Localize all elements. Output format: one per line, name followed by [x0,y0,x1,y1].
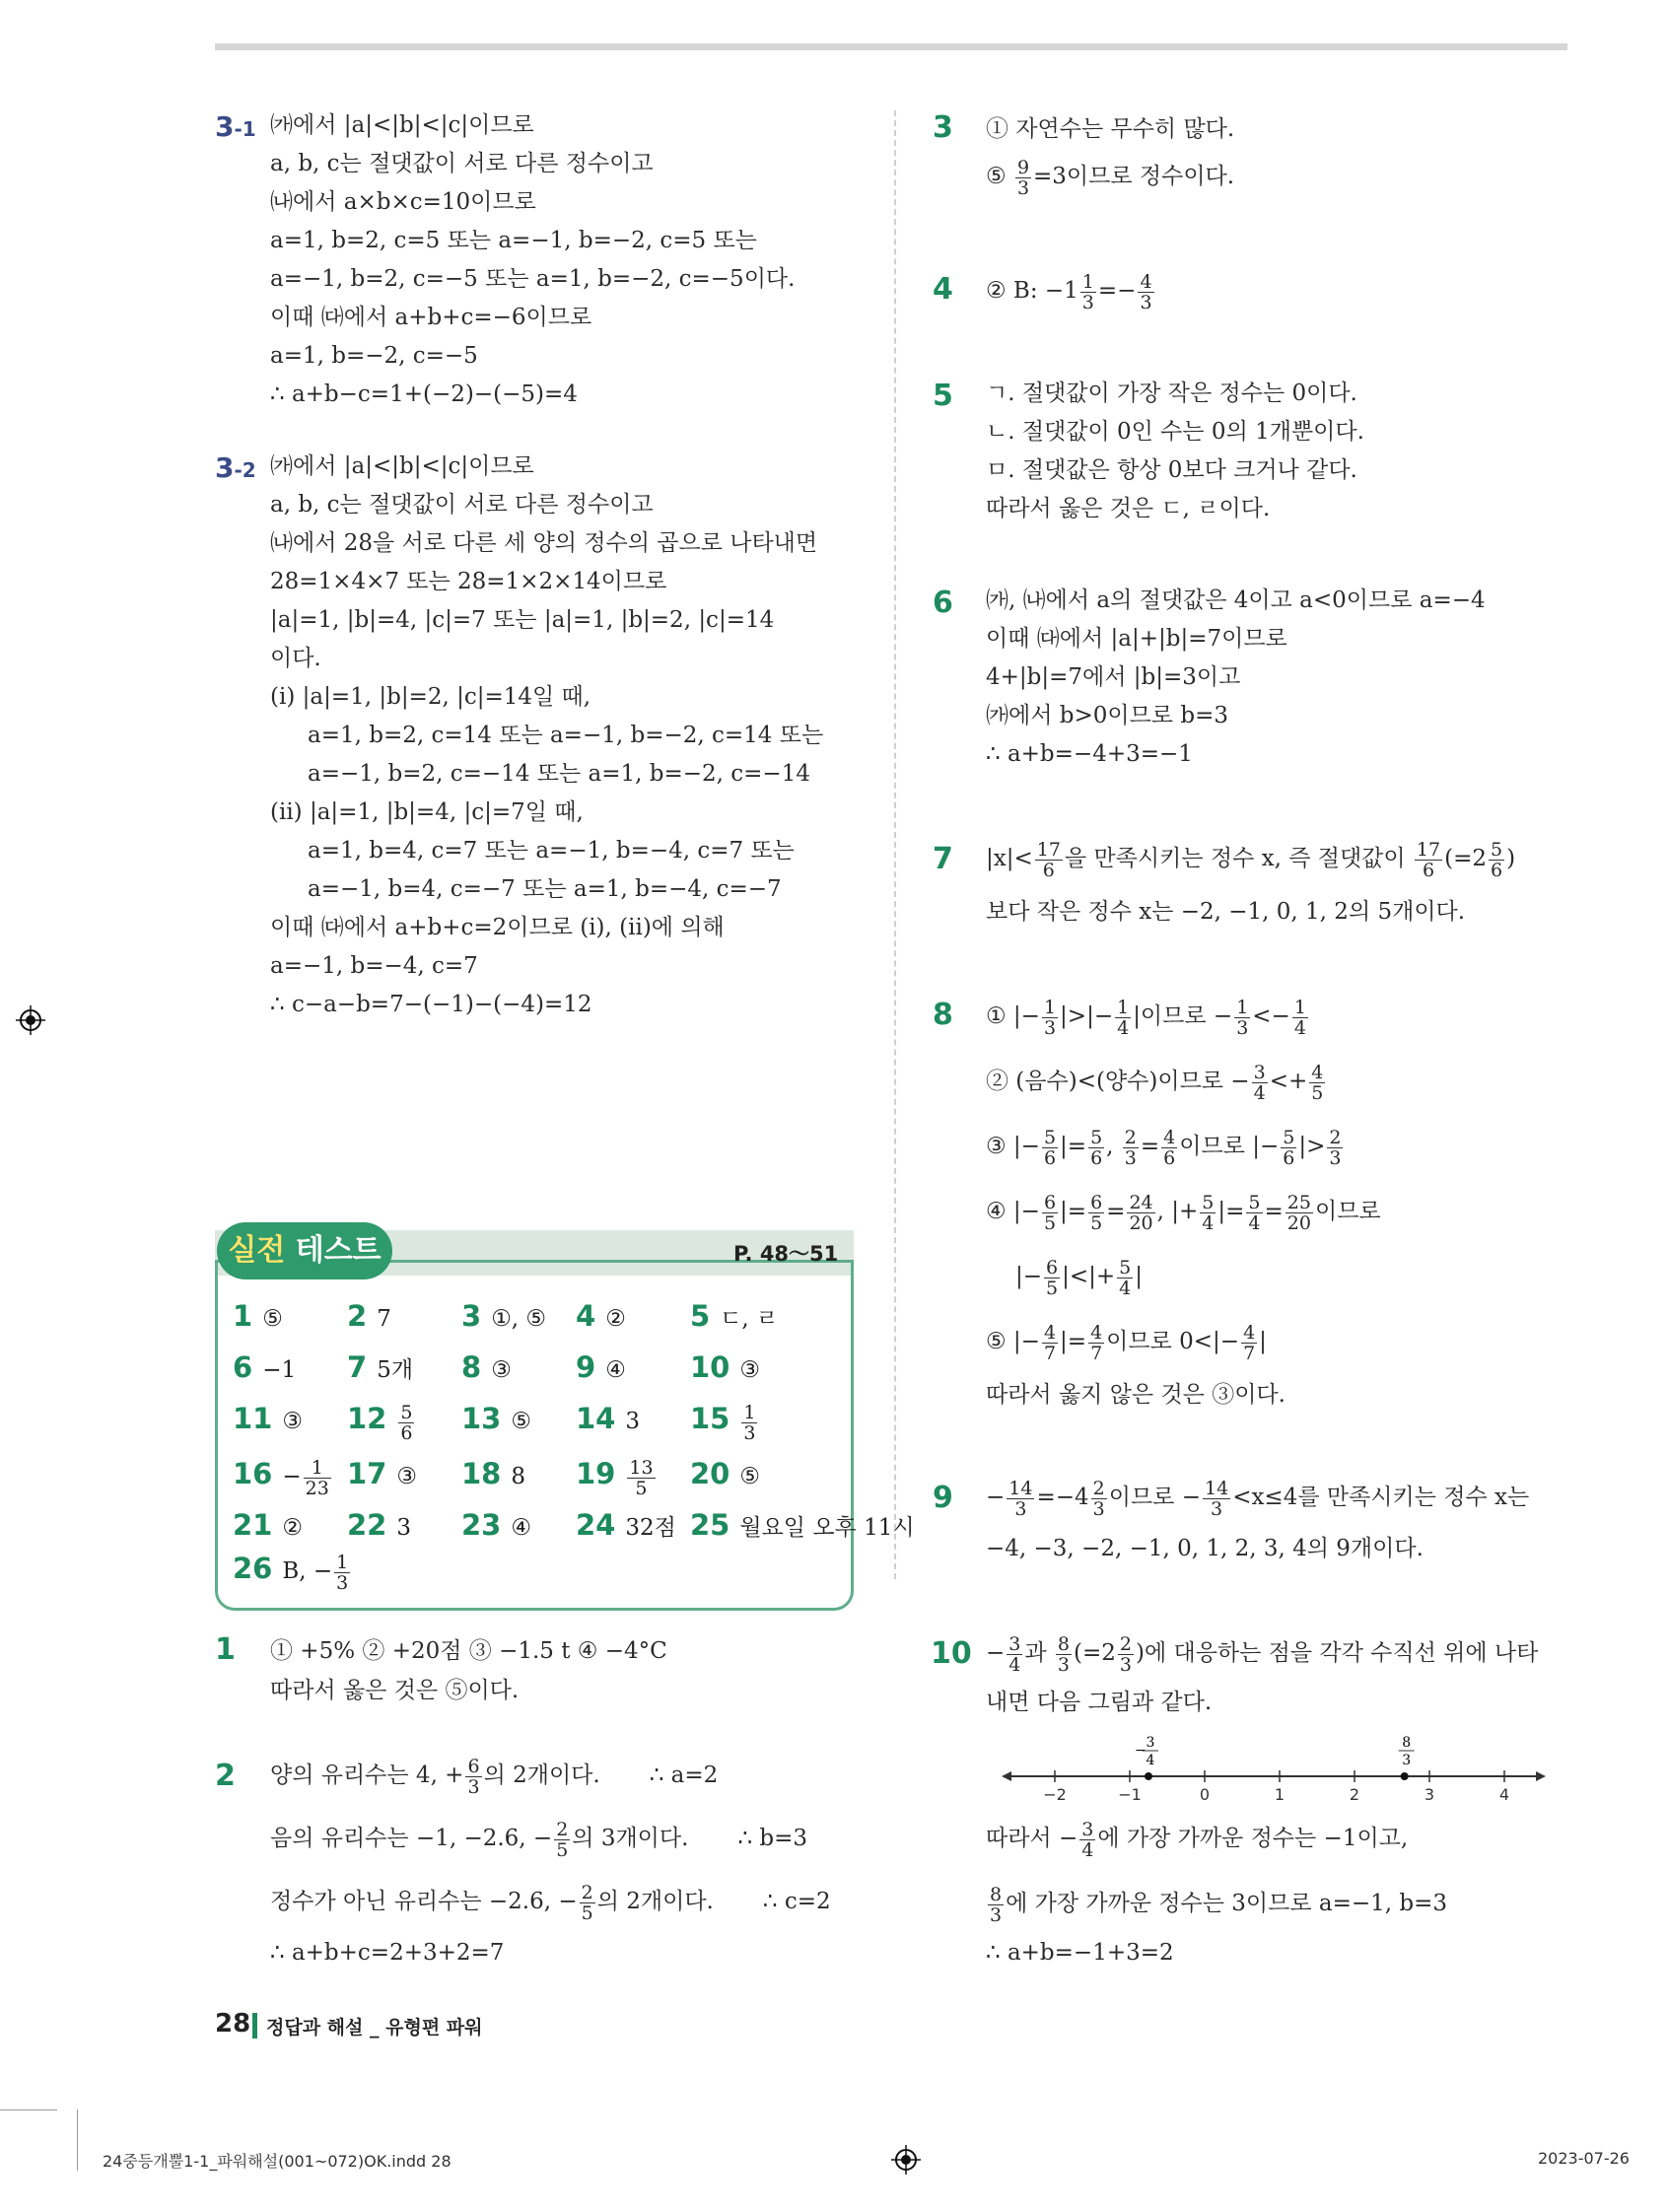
answer-value: B, − [282,1558,333,1584]
answer-item [347,1350,413,1384]
p32-line: a=−1, b=2, c=−14 또는 a=1, b=−2, c=−14 [308,761,810,787]
number-line-tick-label: 0 [1199,1785,1211,1804]
question-6-number: 6 [933,586,953,620]
registration-mark-icon [16,1005,45,1035]
answer-value: ①, ⑤ [491,1306,547,1332]
answer-item [690,1299,778,1333]
answer-value: 32점 [625,1515,676,1541]
answer-value: −1 [262,1357,297,1383]
answer-item [233,1508,303,1542]
number-line-tick-label: 4 [1498,1785,1510,1804]
p31-line: a, b, c는 절댓값이 서로 다른 정수이고 [270,151,654,176]
p32-line: ㈏에서 28을 서로 다른 세 양의 정수의 곱으로 나타내면 [270,530,818,556]
answer-number: 3 [461,1299,482,1333]
answer-value: ② [282,1515,303,1541]
q6-line: ∴ a+b=−4+3=−1 [986,741,1193,767]
footer-accent-bar [252,2013,257,2039]
number-line-point-denominator: 4 [1146,1753,1155,1768]
answer-number: 4 [576,1299,596,1333]
question-8-line-4: ④ |− $\frac{6}{5}$ |= $\frac{6}{5}$ = $\frac{24}{20}$ , |+ $\frac{5}{4}$ |= $\frac{5}{4}$ = $\frac{25}{20}$ 이므로 [986,1191,1381,1234]
q6-line: 이때 ㈐에서 |a|+|b|=7이므로 [986,626,1287,652]
answer-number: 17 [347,1457,387,1490]
answer-item [347,1299,391,1333]
column-divider [894,110,896,1579]
answer-fraction: $\frac{1}{3}$ [743,1401,756,1444]
answer-item [576,1508,676,1542]
question-9-line-1: − $\frac{14}{3}$ =−4 $\frac{2}{3}$ 이므로 − $\frac{14}{3}$ <x≤4를 만족시키는 정수 x는 [986,1477,1530,1520]
answer-number: 10 [690,1350,730,1384]
answer-item [233,1402,303,1435]
question-8-line-3: ③ |− $\frac{5}{6}$ |= $\frac{5}{6}$ , $\frac{2}{3}$ = $\frac{4}{6}$ 이므로 |− $\frac{5}{6}$ |> $\frac{2}{3}$ [986,1126,1342,1169]
number-line-point-denominator: 3 [1402,1753,1412,1768]
answer-item [576,1457,658,1498]
answer-number: 16 [233,1457,273,1490]
answer-item [461,1457,525,1490]
question-9-number: 9 [933,1481,953,1515]
answer-number: 20 [690,1457,730,1490]
answer-value: ⑤ [262,1306,283,1332]
p31-line: ∴ a+b−c=1+(−2)−(−5)=4 [270,381,578,407]
number-line-point [1401,1772,1409,1780]
number-line-point-numerator: 8 [1402,1735,1412,1751]
question-7-line-1: |x|< $\frac{17}{6}$ 을 만족시키는 정수 x, 즉 절댓값이 $\frac{17}{6}$ (=2 $\frac{5}{6}$ ) [986,838,1516,881]
question-8-line-2: ② (음수)<(양수)이므로 − $\frac{3}{4}$ <+ $\frac{4}{5}$ [986,1061,1324,1104]
answer-item [233,1552,352,1593]
number-line-right-arrow [1536,1771,1546,1781]
q6-line: ㈎에서 b>0이므로 b=3 [986,703,1228,728]
p32-line: a, b, c는 절댓값이 서로 다른 정수이고 [270,492,654,518]
answer-number: 12 [347,1402,387,1435]
answer-value: ④ [605,1357,626,1383]
answer-value: 8 [511,1464,525,1489]
answer-value: 3 [396,1515,411,1541]
answer-item [347,1457,417,1490]
p32-line: a=1, b=4, c=7 또는 a=−1, b=−4, c=7 또는 [308,838,795,864]
answer-number: 19 [576,1457,616,1490]
question-10-line-1: − $\frac{3}{4}$ 과 $\frac{8}{3}$ (=2 $\frac{2}{3}$ )에 대응하는 점을 각각 수직선 위에 나타 [986,1632,1539,1676]
q5-line: ㄴ. 절댓값이 0인 수는 0의 1개뿐이다. [986,419,1364,445]
q5-line: ㅁ. 절댓값은 항상 0보다 크거나 같다. [986,457,1357,483]
question-2-line-2: 음의 유리수는 −1, −2.6, − $\frac{2}{5}$ 의 3개이다. ∴ b=3 [270,1818,808,1861]
question-10-line-5: ∴ a+b=−1+3=2 [986,1940,1174,1966]
number-line-left-arrow [1002,1771,1011,1781]
answer-number: 7 [347,1350,368,1384]
answer-value: 5개 [377,1357,414,1383]
answer-number: 13 [461,1402,502,1435]
answer-value: 월요일 오후 11시 [739,1515,915,1541]
answer-item [461,1508,531,1542]
question-3-number: 3 [933,110,953,145]
page-number: 28 [215,2009,251,2039]
crop-mark-horizontal [0,2109,57,2110]
answer-item [233,1457,333,1498]
p32-line: 이다. [270,646,321,671]
answer-number: 8 [461,1350,482,1384]
answer-value: ⑤ [739,1464,760,1489]
answer-number: 6 [233,1350,253,1384]
answer-number: 15 [690,1402,730,1435]
p32-line: 이때 ㈐에서 a+b+c=2이므로 (i), (ii)에 의해 [270,915,725,940]
q5-line: 따라서 옳은 것은 ㄷ, ㄹ이다. [986,496,1271,521]
question-10-number: 10 [931,1636,972,1671]
answer-value: 3 [625,1409,640,1434]
number-line-tick-label: −1 [1118,1785,1142,1804]
answer-fraction: $\frac{13}{5}$ [629,1456,654,1499]
answer-fraction: $\frac{1}{3}$ [336,1551,349,1594]
q5-line: ㄱ. 절댓값이 가장 작은 정수는 0이다. [986,380,1357,406]
question-8-number: 8 [933,998,953,1032]
answer-value: ③ [491,1357,512,1383]
problem-3-2-label: 3-2 [215,451,256,484]
number-line-minus-sign: − [1135,1743,1147,1759]
footer-title: 정답과 해설 _ 유형편 파워 [266,2017,483,2039]
answer-value: ③ [739,1357,760,1383]
p31-line: a=−1, b=2, c=−5 또는 a=1, b=−2, c=−5이다. [270,266,796,292]
answer-item [461,1350,512,1384]
answer-number: 1 [233,1299,253,1333]
p32-line: ∴ c−a−b=7−(−1)−(−4)=12 [270,992,592,1017]
answer-number: 22 [347,1508,387,1542]
answer-number: 23 [461,1508,502,1542]
answer-number: 18 [461,1457,502,1490]
question-2-line-1: 양의 유리수는 4, + $\frac{6}{3}$ 의 2개이다. ∴ a=2 [270,1755,719,1798]
answer-value: ③ [396,1464,417,1489]
question-10-line-3: 따라서 − $\frac{3}{4}$ 에 가장 가까운 정수는 −1이고, [986,1818,1409,1861]
registration-mark-bottom-icon [891,2145,921,2175]
print-slug-date: 2023-07-26 [1538,2149,1630,2168]
answer-number: 14 [576,1402,616,1435]
p32-line: a=−1, b=−4, c=7 [270,953,478,979]
p32-line: a=−1, b=4, c=−7 또는 a=1, b=−4, c=−7 [308,876,782,902]
answer-item [233,1350,296,1384]
question-8-line-6: ⑤ |− $\frac{4}{7}$ |= $\frac{4}{7}$ 이므로 0<|− $\frac{4}{7}$ | [986,1321,1267,1364]
question-9-line-2: −4, −3, −2, −1, 0, 1, 2, 3, 4의 9개이다. [986,1536,1424,1561]
question-10-line-4: $\frac{8}{3}$ 에 가장 가까운 정수는 3이므로 a=−1, b=3 [990,1883,1448,1926]
q6-line: ㈎, ㈏에서 a의 절댓값은 4이고 a<0이므로 a=−4 [986,588,1486,613]
answer-value: ⑤ [511,1409,531,1434]
question-3-line-2: ⑤ $\frac{9}{3}$ =3이므로 정수이다. [986,156,1235,199]
answer-value: ㄷ, ㄹ [720,1306,779,1332]
answer-item [347,1402,416,1443]
question-8-line-5: |− $\frac{6}{5}$ |<|+ $\frac{5}{4}$ | [1015,1256,1144,1299]
answer-number: 25 [690,1508,730,1542]
print-slug-file: 24중등개뿔1-1_파워해설(001~072)OK.indd 28 [103,2152,452,2171]
answer-value: − [282,1464,302,1489]
p32-line: 28=1×4×7 또는 28=1×2×14이므로 [270,569,667,594]
p32-line: (ii) |a|=1, |b|=4, |c|=7일 때, [270,799,584,825]
question-1-number: 1 [215,1632,236,1667]
question-10-line-2: 내면 다음 그림과 같다. [986,1690,1213,1715]
p31-line: ㈎에서 |a|<|b|<|c|이므로 [270,112,534,138]
answer-item [690,1508,915,1542]
question-2-line-3: 정수가 아닌 유리수는 −2.6, − $\frac{2}{5}$ 의 2개이다. ∴ c=2 [270,1881,831,1924]
answer-item [576,1299,626,1333]
problem-3-1-label: 3-1 [215,110,256,143]
answer-number: 2 [347,1299,368,1333]
question-1-line-2: 따라서 옳은 것은 ⑤이다. [270,1678,520,1703]
question-8-line-7: 따라서 옳지 않은 것은 ③이다. [986,1382,1286,1408]
answer-item [233,1299,283,1333]
question-2-line-4: ∴ a+b+c=2+3+2=7 [270,1940,505,1966]
p32-line: (i) |a|=1, |b|=2, |c|=14일 때, [270,684,591,710]
answer-item [690,1350,760,1384]
answer-item [461,1299,546,1333]
test-page-range: P. 48～51 [733,1242,839,1266]
answer-number: 21 [233,1508,273,1542]
answer-value: ④ [511,1515,531,1541]
question-3-line-1: ① 자연수는 무수히 많다. [986,116,1235,142]
number-line-tick-label: −2 [1043,1785,1067,1804]
p31-line: a=1, b=2, c=5 또는 a=−1, b=−2, c=5 또는 [270,228,757,253]
answer-number: 9 [576,1350,596,1384]
answer-fraction: $\frac{1}{23}$ [305,1456,329,1499]
question-4-number: 4 [933,272,953,307]
number-line-point [1145,1772,1152,1780]
question-7-number: 7 [933,842,953,876]
p32-line: ㈎에서 |a|<|b|<|c|이므로 [270,453,534,479]
top-rule [215,43,1567,50]
test-title-pill: 실전 테스트 [217,1222,392,1279]
number-line-point-numerator: 3 [1146,1735,1155,1751]
p31-line: a=1, b=−2, c=−5 [270,343,478,369]
q6-line: 4+|b|=7에서 |b|=3이고 [986,664,1241,690]
question-2-number: 2 [215,1759,236,1793]
answer-number: 11 [233,1402,273,1435]
answer-item [576,1402,640,1435]
question-1-line-1: ① +5% ② +20점 ③ −1.5 t ④ −4°C [270,1638,667,1664]
answer-item [461,1402,531,1435]
question-5-number: 5 [933,379,953,413]
answer-item [690,1457,760,1490]
answer-number: 5 [690,1299,711,1333]
question-4-line-1: ② B: −1 $\frac{1}{3}$ =− $\frac{4}{3}$ [986,270,1152,313]
answer-number: 26 [233,1552,273,1585]
number-line-tick-label: 1 [1274,1785,1286,1804]
number-line-diagram [996,1727,1548,1806]
p32-line: |a|=1, |b|=4, |c|=7 또는 |a|=1, |b|=2, |c|=14 [270,607,775,633]
number-line-tick-label: 3 [1424,1785,1435,1804]
question-8-line-1: ① |− $\frac{1}{3}$ |>|− $\frac{1}{4}$ |이므로 − $\frac{1}{3}$ <− $\frac{1}{4}$ [986,996,1306,1039]
answer-value: ② [605,1306,626,1332]
p32-line: a=1, b=2, c=14 또는 a=−1, b=−2, c=14 또는 [308,723,824,748]
answer-fraction: $\frac{5}{6}$ [400,1401,413,1444]
p31-line: 이때 ㈐에서 a+b+c=−6이므로 [270,305,592,330]
number-line-tick-label: 2 [1349,1785,1360,1804]
answer-item [347,1508,411,1542]
answer-number: 24 [576,1508,616,1542]
answer-value: 7 [377,1306,391,1332]
answer-item [576,1350,626,1384]
crop-mark-vertical [77,2109,78,2171]
answer-item [690,1402,759,1443]
answer-value: ③ [282,1409,303,1434]
question-7-line-2: 보다 작은 정수 x는 −2, −1, 0, 1, 2의 5개이다. [986,899,1466,925]
p31-line: ㈏에서 a×b×c=10이므로 [270,189,536,215]
